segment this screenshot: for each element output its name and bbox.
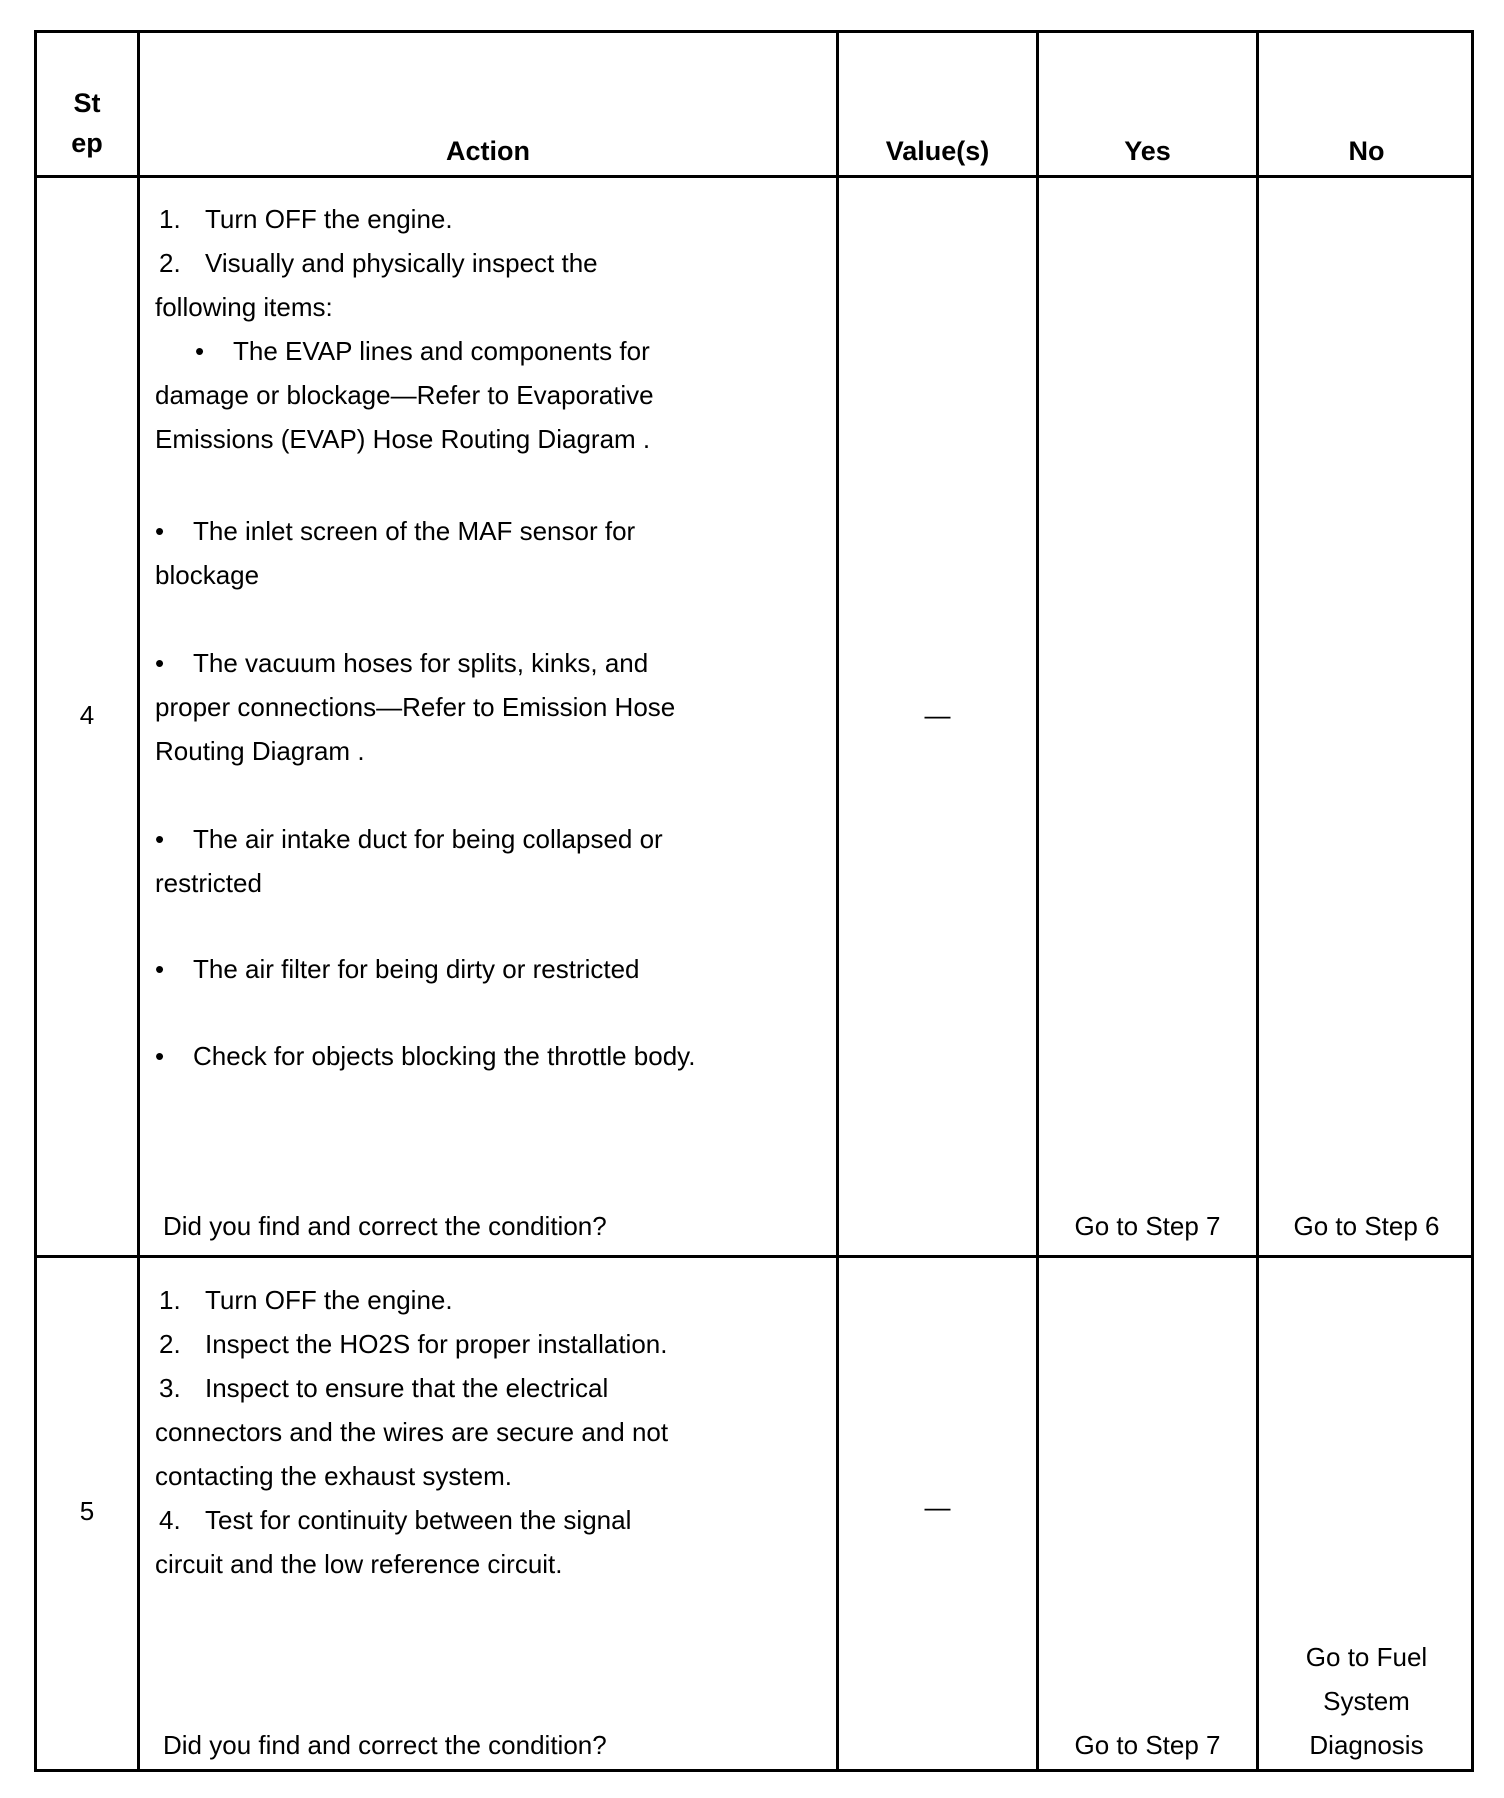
bullet-text: The inlet screen of the MAF sensor for: [193, 516, 636, 546]
bullet-text: blockage: [155, 560, 260, 590]
row-4-bullet-5: [155, 947, 640, 991]
bullet-icon: •: [195, 336, 205, 366]
row-divider: [37, 1255, 1471, 1258]
bullet-item: [155, 509, 635, 553]
bullet-icon: •: [155, 648, 165, 678]
action-item: [155, 197, 654, 241]
row-4-step: 4: [79, 700, 95, 730]
row-4-question: Did you find and correct the condition?: [163, 1211, 607, 1241]
row-4-bullet-6: [155, 1034, 695, 1078]
action-item: [155, 1498, 668, 1542]
bullet-item: [155, 817, 663, 861]
row-4-bullet-4: [155, 817, 663, 905]
column-divider: [1256, 33, 1259, 1769]
column-divider: [1036, 33, 1039, 1769]
no-line: Go to Fuel: [1305, 1642, 1428, 1672]
action-item: [155, 241, 654, 285]
action-item: [155, 1278, 668, 1322]
bullet-text: The air intake duct for being collapsed or: [193, 824, 663, 854]
item-text: following items:: [155, 292, 333, 322]
bullet-text: restricted: [155, 868, 262, 898]
item-text: Turn OFF the engine.: [205, 204, 453, 234]
item-text: connectors and the wires are secure and not: [155, 1417, 669, 1447]
item-text: Turn OFF the engine.: [205, 1285, 453, 1315]
bullet-icon: •: [155, 516, 165, 546]
no-line: System: [1323, 1686, 1410, 1716]
item-text: circuit and the low reference circuit.: [155, 1549, 563, 1579]
bullet-item: [155, 641, 675, 685]
bullet-icon: •: [155, 824, 165, 854]
header-step: [37, 83, 137, 163]
bullet-text: The EVAP lines and components for: [233, 336, 650, 366]
diagnostic-table: [34, 30, 1474, 1772]
item-number: 1.: [159, 204, 181, 234]
item-number: 1.: [159, 1285, 181, 1315]
item-number: 2.: [159, 248, 181, 278]
item-text: Inspect to ensure that the electrical: [205, 1373, 609, 1403]
item-text: Test for continuity between the signal: [205, 1505, 632, 1535]
item-number: 3.: [159, 1373, 181, 1403]
row-4-no: Go to Step 6: [1293, 1211, 1440, 1241]
bullet-text: Routing Diagram .: [155, 736, 365, 766]
item-text: Inspect the HO2S for proper installation.: [205, 1329, 668, 1359]
item-number: 4.: [159, 1505, 181, 1535]
row-4-value: —: [924, 700, 951, 730]
header-step-line2: ep: [71, 128, 103, 158]
row-5-no: [1259, 1635, 1474, 1767]
row-5-value: —: [924, 1492, 951, 1522]
row-5-step: 5: [79, 1496, 95, 1526]
row-4-action: [155, 197, 654, 461]
header-values: Value(s): [885, 136, 990, 166]
row-5-question: Did you find and correct the condition?: [163, 1730, 607, 1760]
header-step-line1: St: [73, 88, 101, 118]
row-divider: [37, 175, 1471, 178]
bullet-text: Check for objects blocking the throttle body.: [193, 1041, 696, 1071]
bullet-item: [155, 329, 654, 373]
bullet-icon: •: [155, 954, 165, 984]
item-text: contacting the exhaust system.: [155, 1461, 512, 1491]
item-text: Visually and physically inspect the: [205, 248, 598, 278]
action-item: [155, 1322, 668, 1366]
bullet-text: The air filter for being dirty or restricted: [193, 954, 640, 984]
bullet-text: proper connections—Refer to Emission Hose: [155, 692, 676, 722]
item-number: 2.: [159, 1329, 181, 1359]
bullet-item: [155, 1034, 695, 1078]
bullet-item: [155, 947, 640, 991]
header-no: No: [1348, 136, 1385, 166]
bullet-text: The vacuum hoses for splits, kinks, and: [193, 648, 649, 678]
header-action: Action: [446, 136, 530, 166]
row-4-bullet-2: [155, 509, 635, 597]
action-item: [155, 1366, 668, 1410]
row-4-yes: Go to Step 7: [1074, 1211, 1221, 1241]
row-5-action: [155, 1278, 668, 1586]
bullet-text: damage or blockage—Refer to Evaporative: [155, 380, 654, 410]
no-line: Diagnosis: [1309, 1730, 1424, 1760]
row-5-yes: Go to Step 7: [1074, 1730, 1221, 1760]
row-4-bullet-3: [155, 641, 675, 773]
bullet-text: Emissions (EVAP) Hose Routing Diagram .: [155, 424, 651, 454]
header-yes: Yes: [1124, 136, 1171, 166]
bullet-icon: •: [155, 1041, 165, 1071]
column-divider: [137, 33, 140, 1769]
